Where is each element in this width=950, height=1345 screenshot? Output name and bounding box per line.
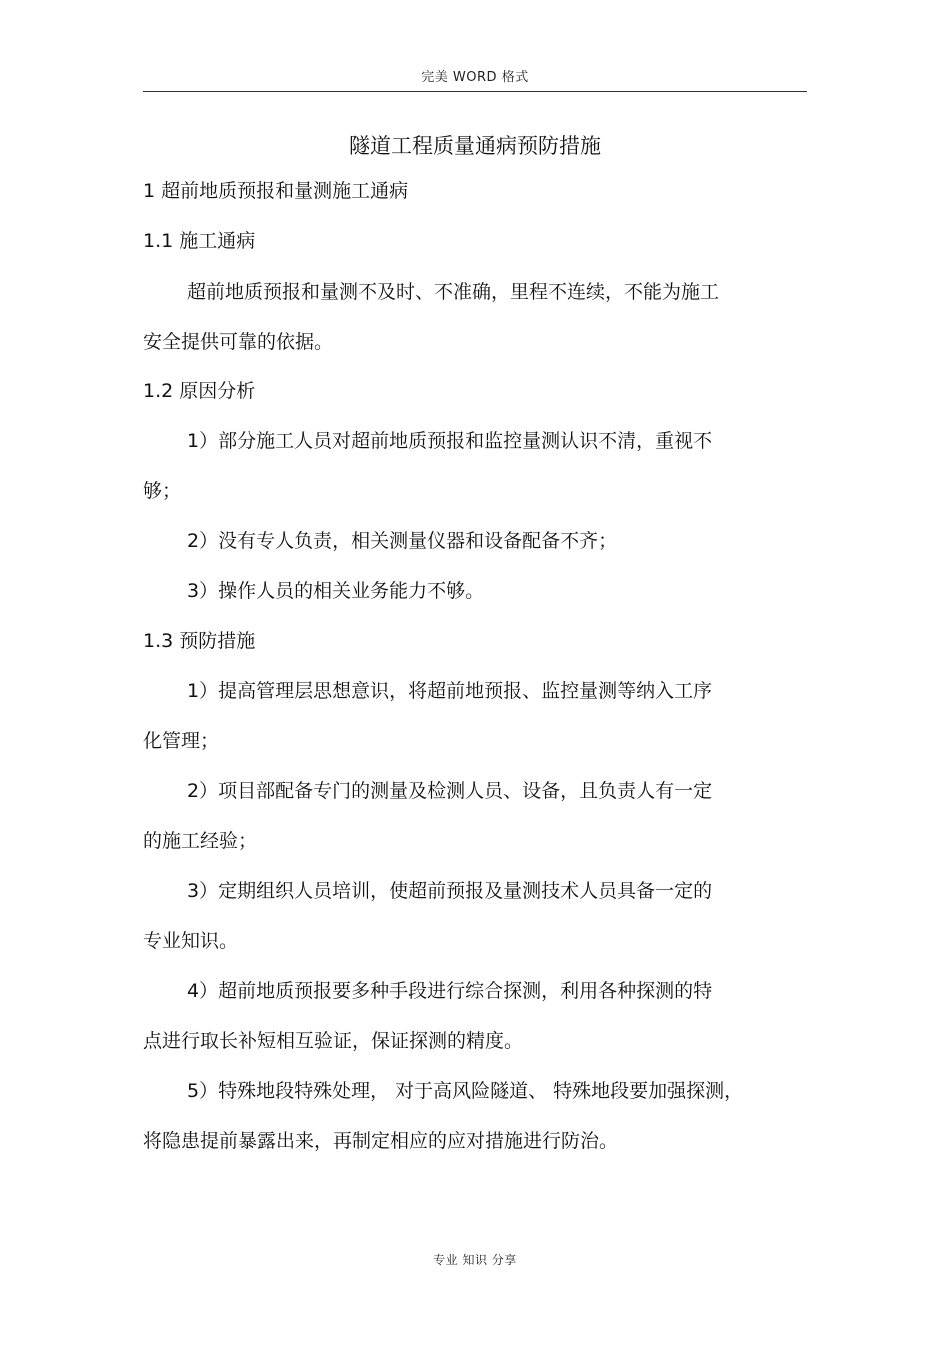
paragraph-line: 超前地质预报和量测不及时、不准确，里程不连续，不能为施工: [187, 281, 720, 303]
list-item-continuation: 专业知识。: [143, 930, 239, 952]
list-item: 1）提高管理层思想意识，将超前地预报、监控量测等纳入工序: [187, 680, 713, 702]
list-item-continuation: 的施工经验；: [143, 830, 258, 852]
section-heading: 1 超前地质预报和量测施工通病: [143, 180, 409, 202]
list-item: 3）操作人员的相关业务能力不够。: [187, 580, 485, 602]
list-item-continuation: 将隐患提前暴露出来，再制定相应的应对措施进行防治。: [143, 1130, 619, 1152]
list-item: 2）没有专人负责，相关测量仪器和设备配备不齐；: [187, 530, 618, 552]
list-item: 4）超前地质预报要多种手段进行综合探测，利用各种探测的特: [187, 980, 713, 1002]
document-title: 隧道工程质量通病预防措施: [349, 134, 601, 158]
list-item-continuation: 点进行取长补短相互验证，保证探测的精度。: [143, 1030, 524, 1052]
list-item-continuation: 够；: [143, 480, 182, 502]
list-item: 2）项目部配备专门的测量及检测人员、设备，且负责人有一定: [187, 780, 713, 802]
subsection-heading: 1.2 原因分析: [143, 380, 256, 402]
subsection-heading: 1.3 预防措施: [143, 630, 256, 652]
list-item: 3）定期组织人员培训，使超前预报及量测技术人员具备一定的: [187, 880, 713, 902]
page-footer: 专业 知识 分享: [433, 1253, 517, 1267]
subsection-heading: 1.1 施工通病: [143, 230, 256, 252]
list-item-continuation: 化管理；: [143, 730, 220, 752]
list-item: 5）特殊地段特殊处理， 对于高风险隧道、 特殊地段要加强探测，: [187, 1080, 744, 1102]
paragraph-line: 安全提供可靠的依据。: [143, 331, 334, 353]
page-header: 完美 WORD 格式: [421, 70, 529, 85]
list-item: 1）部分施工人员对超前地质预报和监控量测认识不清，重视不: [187, 430, 713, 452]
header-divider: [143, 91, 807, 92]
